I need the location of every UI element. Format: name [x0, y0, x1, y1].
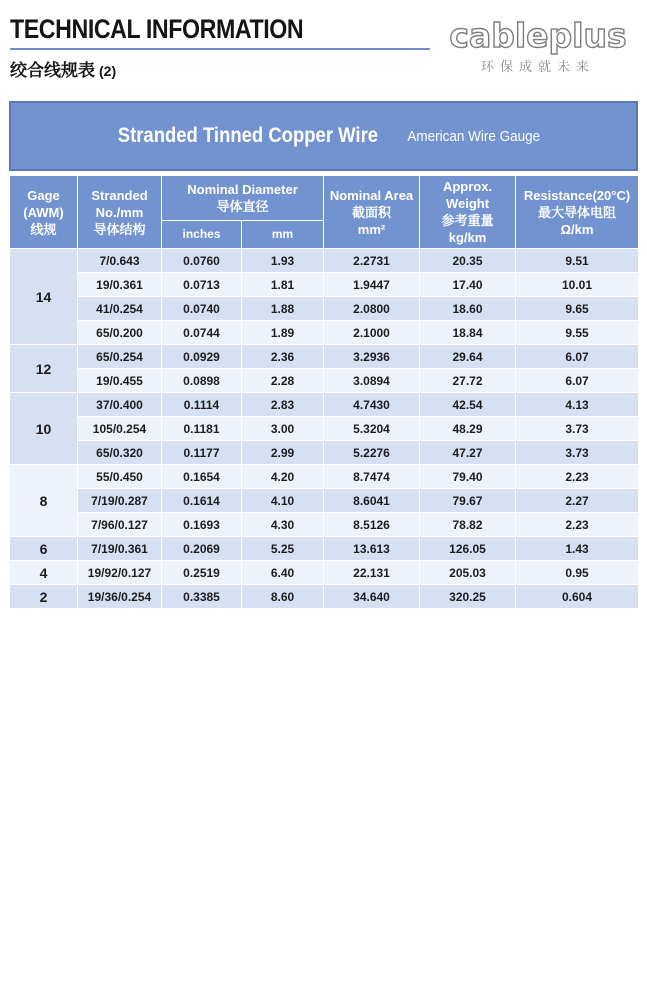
stranded-cell: 7/19/0.287	[78, 489, 162, 513]
inches-cell: 0.1114	[162, 393, 242, 417]
weight-cell: 78.82	[420, 513, 516, 537]
weight-cell: 79.67	[420, 489, 516, 513]
table-title: Stranded Tinned Copper Wire	[117, 124, 378, 147]
area-cell: 1.9447	[324, 273, 420, 297]
stranded-cell: 65/0.254	[78, 345, 162, 369]
stranded-cell: 19/92/0.127	[78, 561, 162, 585]
subtitle-number: (2)	[99, 63, 117, 79]
wire-table-section	[9, 101, 638, 609]
stranded-cell: 65/0.200	[78, 321, 162, 345]
weight-cell: 48.29	[420, 417, 516, 441]
header-resistance-line: Ω/km	[560, 221, 594, 237]
resistance-cell: 10.01	[516, 273, 639, 297]
header-area-line: mm²	[357, 221, 386, 237]
header-area-line: Nominal Area	[329, 187, 414, 203]
inches-cell: 0.0929	[162, 345, 242, 369]
brand-name: cableplus	[449, 16, 627, 55]
gage-cell: 12	[10, 345, 78, 393]
stranded-cell: 55/0.450	[78, 465, 162, 489]
mm-cell: 4.30	[242, 513, 324, 537]
header-weight	[420, 176, 516, 249]
weight-cell: 20.35	[420, 249, 516, 273]
table-row	[10, 321, 639, 345]
resistance-cell: 2.23	[516, 513, 639, 537]
stranded-cell: 7/19/0.361	[78, 537, 162, 561]
gage-cell: 4	[10, 561, 78, 585]
weight-cell: 18.84	[420, 321, 516, 345]
inches-cell: 0.0760	[162, 249, 242, 273]
mm-cell: 1.93	[242, 249, 324, 273]
table-row	[10, 561, 639, 585]
mm-cell: 5.25	[242, 537, 324, 561]
weight-cell: 126.05	[420, 537, 516, 561]
table-row	[10, 465, 639, 489]
stranded-cell: 19/0.455	[78, 369, 162, 393]
table-row	[10, 585, 639, 609]
area-cell: 22.131	[324, 561, 420, 585]
inches-cell: 0.0898	[162, 369, 242, 393]
mm-cell: 4.10	[242, 489, 324, 513]
resistance-cell: 3.73	[516, 441, 639, 465]
stranded-cell: 41/0.254	[78, 297, 162, 321]
header-stranded-line: No./mm	[95, 204, 144, 220]
header-inches: inches	[162, 221, 242, 249]
header-gage-line: 线规	[30, 221, 57, 237]
inches-cell: 0.1654	[162, 465, 242, 489]
area-cell: 3.2936	[324, 345, 420, 369]
resistance-cell: 6.07	[516, 345, 639, 369]
table-row	[10, 369, 639, 393]
table-row	[10, 297, 639, 321]
inches-cell: 0.1614	[162, 489, 242, 513]
brand-logo	[438, 18, 638, 75]
table-row	[10, 393, 639, 417]
resistance-cell: 4.13	[516, 393, 639, 417]
table-banner	[9, 101, 638, 171]
area-cell: 2.2731	[324, 249, 420, 273]
header-gage-line: Gage	[27, 187, 60, 203]
stranded-cell: 65/0.320	[78, 441, 162, 465]
area-cell: 2.1000	[324, 321, 420, 345]
stranded-cell: 7/96/0.127	[78, 513, 162, 537]
resistance-cell: 2.23	[516, 465, 639, 489]
header-gage	[10, 176, 78, 249]
area-cell: 8.6041	[324, 489, 420, 513]
area-cell: 8.7474	[324, 465, 420, 489]
inches-cell: 0.3385	[162, 585, 242, 609]
inches-cell: 0.0744	[162, 321, 242, 345]
mm-cell: 2.28	[242, 369, 324, 393]
inches-cell: 0.2519	[162, 561, 242, 585]
resistance-cell: 9.55	[516, 321, 639, 345]
resistance-cell: 9.65	[516, 297, 639, 321]
weight-cell: 17.40	[420, 273, 516, 297]
header-diameter	[162, 176, 324, 221]
header-stranded-line: 导体结构	[93, 221, 146, 237]
inches-cell: 0.0740	[162, 297, 242, 321]
weight-cell: 320.25	[420, 585, 516, 609]
mm-cell: 3.00	[242, 417, 324, 441]
weight-cell: 205.03	[420, 561, 516, 585]
header-stranded	[78, 176, 162, 249]
resistance-cell: 0.604	[516, 585, 639, 609]
mm-cell: 2.99	[242, 441, 324, 465]
weight-cell: 79.40	[420, 465, 516, 489]
header-resistance-line: Resistance(20°C)	[523, 187, 631, 203]
header-weight-line: 参考重量	[441, 213, 494, 228]
header-resistance	[516, 176, 639, 249]
table-subtitle: American Wire Gauge	[406, 127, 540, 145]
resistance-cell: 1.43	[516, 537, 639, 561]
table-row	[10, 345, 639, 369]
gage-cell: 8	[10, 465, 78, 537]
table-row	[10, 441, 639, 465]
stranded-cell: 105/0.254	[78, 417, 162, 441]
resistance-cell: 3.73	[516, 417, 639, 441]
mm-cell: 1.88	[242, 297, 324, 321]
resistance-cell: 9.51	[516, 249, 639, 273]
mm-cell: 8.60	[242, 585, 324, 609]
stranded-cell: 37/0.400	[78, 393, 162, 417]
weight-cell: 27.72	[420, 369, 516, 393]
area-cell: 3.0894	[324, 369, 420, 393]
gage-cell: 10	[10, 393, 78, 465]
table-row	[10, 273, 639, 297]
area-cell: 8.5126	[324, 513, 420, 537]
mm-cell: 1.89	[242, 321, 324, 345]
area-cell: 4.7430	[324, 393, 420, 417]
area-cell: 34.640	[324, 585, 420, 609]
header-stranded-line: Stranded	[91, 187, 148, 203]
area-cell: 2.0800	[324, 297, 420, 321]
table-row	[10, 537, 639, 561]
gage-cell: 14	[10, 249, 78, 345]
resistance-cell: 0.95	[516, 561, 639, 585]
header-gage-line: (AWM)	[23, 204, 64, 220]
table-row	[10, 513, 639, 537]
page-header	[10, 10, 640, 90]
mm-cell: 1.81	[242, 273, 324, 297]
page-subtitle	[10, 56, 116, 81]
table-body	[10, 249, 639, 609]
stranded-cell: 19/36/0.254	[78, 585, 162, 609]
header-weight-line: kg/km	[448, 230, 487, 245]
inches-cell: 0.2069	[162, 537, 242, 561]
weight-cell: 18.60	[420, 297, 516, 321]
stranded-cell: 19/0.361	[78, 273, 162, 297]
weight-cell: 29.64	[420, 345, 516, 369]
mm-cell: 6.40	[242, 561, 324, 585]
title-rule	[10, 48, 430, 50]
header-weight-line: Approx. Weight	[442, 179, 493, 211]
header-area	[324, 176, 420, 249]
page-title: TECHNICAL INFORMATION	[10, 14, 304, 44]
header-diameter-line: 导体直径	[216, 199, 269, 214]
wire-gauge-table	[9, 175, 639, 609]
inches-cell: 0.1693	[162, 513, 242, 537]
mm-cell: 4.20	[242, 465, 324, 489]
mm-cell: 2.36	[242, 345, 324, 369]
subtitle-text: 绞合线规表	[10, 61, 95, 80]
stranded-cell: 7/0.643	[78, 249, 162, 273]
header-diameter-line: Nominal Diameter	[187, 182, 298, 197]
gage-cell: 2	[10, 585, 78, 609]
area-cell: 5.3204	[324, 417, 420, 441]
brand-slogan: 环保成就未来	[480, 59, 595, 74]
resistance-cell: 6.07	[516, 369, 639, 393]
header-resistance-line: 最大导体电阻	[538, 204, 617, 220]
area-cell: 13.613	[324, 537, 420, 561]
weight-cell: 42.54	[420, 393, 516, 417]
inches-cell: 0.1177	[162, 441, 242, 465]
weight-cell: 47.27	[420, 441, 516, 465]
gage-cell: 6	[10, 537, 78, 561]
table-row	[10, 249, 639, 273]
area-cell: 5.2276	[324, 441, 420, 465]
header-mm: mm	[242, 221, 324, 249]
table-row	[10, 417, 639, 441]
inches-cell: 0.0713	[162, 273, 242, 297]
mm-cell: 2.83	[242, 393, 324, 417]
inches-cell: 0.1181	[162, 417, 242, 441]
resistance-cell: 2.27	[516, 489, 639, 513]
table-row	[10, 489, 639, 513]
header-area-line: 截面积	[352, 204, 392, 220]
